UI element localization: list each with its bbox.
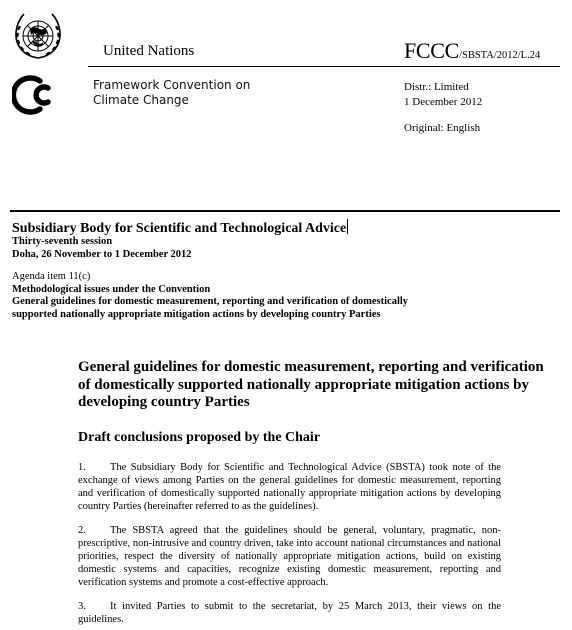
un-emblem-icon bbox=[12, 10, 64, 62]
convention-name bbox=[93, 78, 250, 108]
body-title-text: Subsidiary Body for Scientific and Technological Advice bbox=[12, 221, 347, 236]
session: Thirty-seventh session bbox=[12, 236, 113, 247]
convention-line-1: Framework Convention on bbox=[93, 78, 251, 92]
text-cursor bbox=[347, 219, 348, 234]
convention-line-2: Climate Change bbox=[93, 93, 189, 107]
organization-name: United Nations bbox=[103, 43, 195, 59]
paragraph-number: 3. bbox=[78, 601, 86, 612]
symbol-suffix: /SBSTA/2012/L.24 bbox=[459, 50, 541, 61]
issue-date: 1 December 2012 bbox=[404, 96, 483, 108]
session-block bbox=[12, 236, 432, 261]
symbol-main: FCCC bbox=[404, 38, 460, 63]
venue-dates: Doha, 26 November to 1 December 2012 bbox=[12, 248, 192, 260]
agenda-item: Agenda item 11(c) bbox=[12, 271, 91, 282]
section-divider bbox=[10, 210, 560, 212]
paragraph-text: The SBSTA agreed that the guidelines should be general, voluntary, pragmatic, non-prescriptive, non-intrusive and country driven, take into account national circumstances and national priorities, respect the diversity of nationally appropriate mitigation actions, build on existing domestic systems and capacities, recognize existing domestic measurement, reporting and verification systems and promote a cost-effective approach. bbox=[78, 525, 501, 589]
paragraph-3 bbox=[78, 600, 501, 626]
paragraph-text: The Subsidiary Body for Scientific and Technological Advice (SBSTA) took note of the exchange of views among Parties on the general guidelines for domestic measurement, reporting and verification of domestically supported nationally appropriate mitigation actions by developing country Parties (hereinafter referred to as the guidelines). bbox=[78, 462, 501, 513]
paragraph-number: 1. bbox=[78, 462, 86, 473]
paragraph-1 bbox=[78, 461, 501, 513]
header-divider bbox=[88, 66, 560, 67]
distribution: Distr.: Limited bbox=[404, 81, 469, 93]
paragraph-number: 2. bbox=[78, 525, 86, 536]
body-title bbox=[12, 219, 348, 237]
unfccc-logo-icon bbox=[12, 72, 76, 118]
agenda-block bbox=[12, 271, 432, 321]
original-language: Original: English bbox=[404, 122, 481, 134]
agenda-line-1: Methodological issues under the Convention bbox=[12, 283, 211, 295]
paragraph-2 bbox=[78, 524, 501, 589]
paragraph-text: It invited Parties to submit to the secretariat, by 25 March 2013, their views on the guidelines. bbox=[78, 601, 501, 626]
document-subtitle: Draft conclusions proposed by the Chair bbox=[78, 430, 321, 445]
agenda-line-2: General guidelines for domestic measurement, reporting and verification of domestically supported nationally appropriate mitigation actions by developing country Parties bbox=[12, 296, 409, 320]
distribution-block bbox=[404, 80, 482, 110]
document-title: General guidelines for domestic measurement, reporting and verification of domestically supported nationally appropriate mitigation actions by developing country Parties bbox=[78, 359, 544, 410]
document-symbol bbox=[404, 38, 540, 64]
